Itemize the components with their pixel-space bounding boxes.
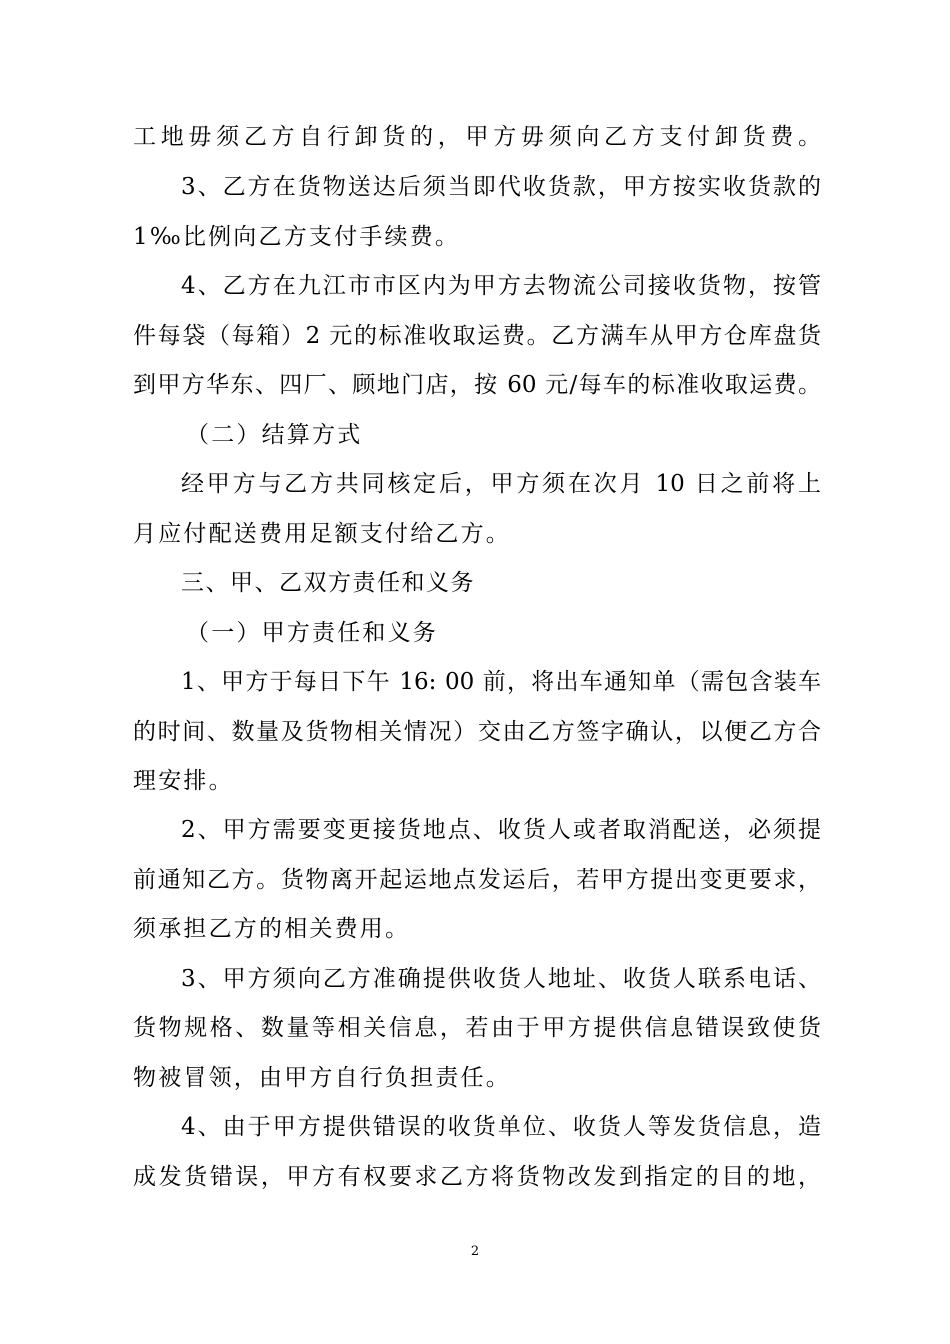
section-subheading: （一）甲方责任和义务 (186, 620, 438, 646)
text-line: 4、乙方在九江市市区内为甲方去物流公司接收货物，按管 (181, 273, 821, 299)
text-line: 1‰比例向乙方支付手续费。 (133, 224, 461, 250)
text-line: 1、甲方于每日下午 16: 00 前，将出车通知单（需包含装车 (181, 669, 821, 695)
section-heading: 三、甲、乙双方责任和义务 (181, 570, 475, 596)
text-line: 理安排。 (133, 768, 234, 794)
text-line: 3、乙方在货物送达后须当即代收货款，甲方按实收货款的 (181, 174, 821, 200)
text-line: 工地毋须乙方自行卸货的，甲方毋须向乙方支付卸货费。 (133, 124, 821, 150)
text-line: 3、甲方须向乙方准确提供收货人地址、收货人联系电话、 (181, 966, 821, 992)
text-line: 货物规格、数量等相关信息，若由于甲方提供信息错误致使货 (133, 1015, 821, 1041)
text-line: 件每袋（每箱）2 元的标准收取运费。乙方满车从甲方仓库盘货 (133, 323, 821, 349)
text-line: 月应付配送费用足额支付给乙方。 (133, 521, 511, 547)
text-line: 成发货错误，甲方有权要求乙方将货物改发到指定的目的地， (133, 1164, 821, 1190)
text-line: 4、由于甲方提供错误的收货单位、收货人等发货信息，造 (181, 1114, 821, 1140)
text-line: 2、甲方需要变更接货地点、收货人或者取消配送，必须提 (181, 817, 821, 843)
text-line: 前通知乙方。货物离开起运地点发运后，若甲方提出变更要求， (133, 867, 821, 893)
text-line: 到甲方华东、四厂、顾地门店，按 60 元/每车的标准收取运费。 (133, 372, 821, 398)
text-line: 物被冒领，由甲方自行负担责任。 (133, 1065, 511, 1091)
text-line: 须承担乙方的相关费用。 (133, 916, 411, 942)
text-line: 经甲方与乙方共同核定后，甲方须在次月 10 日之前将上 (181, 471, 821, 497)
text-line: 的时间、数量及货物相关情况）交由乙方签字确认，以便乙方合 (133, 719, 821, 745)
section-subheading: （二）结算方式 (186, 422, 363, 448)
page-number: 2 (470, 1244, 480, 1259)
